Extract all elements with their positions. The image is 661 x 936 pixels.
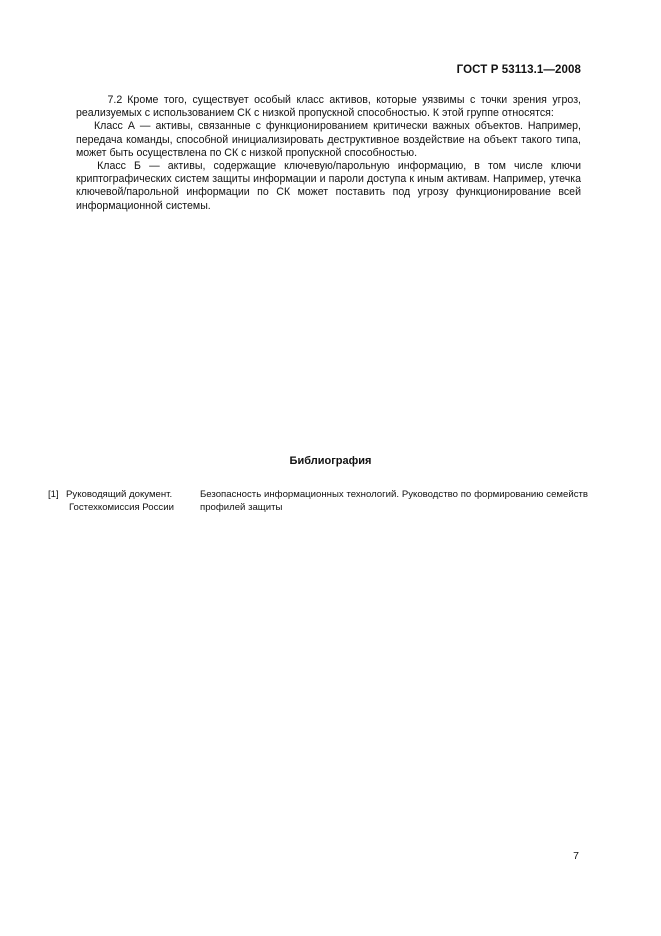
bibliography-entry-title: Безопасность информационных технологий. Руководство по формированию семейств профилей защиты xyxy=(200,489,588,513)
page-number: 7 xyxy=(573,850,579,862)
paragraph-class-b-text: Класс Б — активы, содержащие ключевую/парольную информацию, в том числе ключи криптографических систем защиты информации и пароли доступа к иным активам. Например, утечка ключевой/парольной информации по СК может поставить под угрозу функционирование всей информационной системы. xyxy=(76,160,581,212)
bibliography-list xyxy=(48,489,588,514)
bibliography-title: Библиография xyxy=(289,455,372,467)
bibliography-source-line1: Руководящий документ. xyxy=(66,489,173,500)
bibliography-entry xyxy=(48,489,588,514)
bibliography-entry-source xyxy=(66,489,200,514)
section-body xyxy=(76,94,581,213)
standard-code: ГОСТ Р 53113.1—2008 xyxy=(456,64,581,76)
paragraph-class-b xyxy=(76,160,581,213)
paragraph-intro-text: Кроме того, существует особый класс активов, которые уязвимы с точки зрения угроз, реализуемых с использованием СК с низкой пропускной способностью. К этой группе относятся: xyxy=(76,94,581,120)
section-number: 7.2 xyxy=(107,94,123,106)
bibliography-entry-number: [1] xyxy=(48,489,59,500)
paragraph-class-a xyxy=(76,120,581,160)
paragraph-class-a-text: Класс А — активы, связанные с функционированием критически важных объектов. Например, передача команды, способной инициализировать деструктивное воздействие на объект такого типа, может быть осуществлена по СК с низкой пропускной способностью. xyxy=(76,120,581,159)
bibliography-source-line2: Гостехкомиссия России xyxy=(69,501,174,513)
paragraph-intro xyxy=(76,94,581,120)
